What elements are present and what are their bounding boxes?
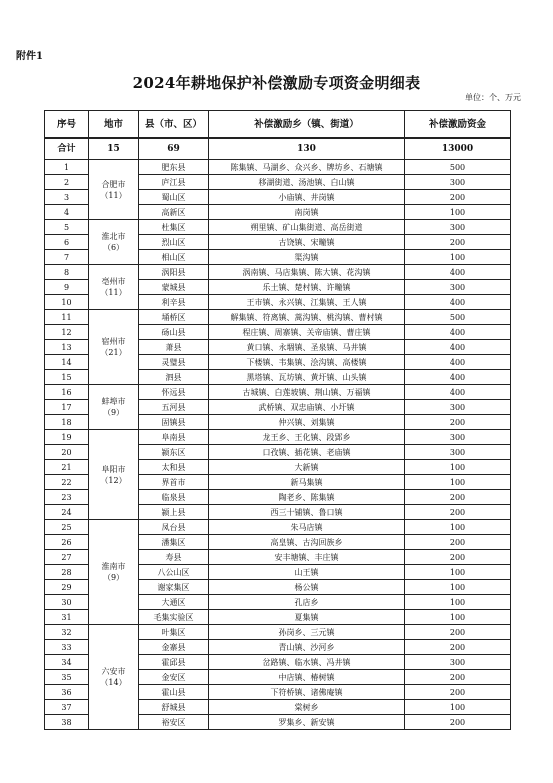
- row-number: 24: [45, 505, 89, 520]
- city-cell: [89, 310, 139, 385]
- fund-amount: 200: [405, 190, 511, 205]
- city-town-count: （6）: [102, 243, 125, 252]
- towns-list: 王市镇、永兴镇、江集镇、王人镇: [209, 295, 405, 310]
- towns-list: 下楼镇、韦集镇、浍沟镇、高楼镇: [209, 355, 405, 370]
- row-number: 23: [45, 490, 89, 505]
- page-title: 2024年耕地保护补偿激励专项资金明细表: [132, 74, 421, 92]
- towns-list: 陶老乡、陈集镇: [209, 490, 405, 505]
- table-row: [45, 220, 511, 235]
- city-town-count: （9）: [102, 408, 125, 417]
- row-number: 34: [45, 655, 89, 670]
- county-name: 金安区: [139, 670, 209, 685]
- row-number: 20: [45, 445, 89, 460]
- towns-list: 小庙镇、井岗镇: [209, 190, 405, 205]
- row-number: 15: [45, 370, 89, 385]
- towns-list: 杨公镇: [209, 580, 405, 595]
- towns-list: 大新镇: [209, 460, 405, 475]
- fund-amount: 400: [405, 340, 511, 355]
- row-number: 14: [45, 355, 89, 370]
- towns-list: 乐土镇、楚村镇、许疃镇: [209, 280, 405, 295]
- row-number: 27: [45, 550, 89, 565]
- row-number: 31: [45, 610, 89, 625]
- city-name: 合肥市: [101, 179, 126, 189]
- fund-amount: 200: [405, 535, 511, 550]
- towns-list: 西三十铺镇、鲁口镇: [209, 505, 405, 520]
- fund-amount: 400: [405, 295, 511, 310]
- county-name: 烈山区: [139, 235, 209, 250]
- row-number: 32: [45, 625, 89, 640]
- fund-amount: 200: [405, 505, 511, 520]
- county-name: 高新区: [139, 205, 209, 220]
- fund-amount: 300: [405, 445, 511, 460]
- row-number: 16: [45, 385, 89, 400]
- towns-list: 仲兴镇、刘集镇: [209, 415, 405, 430]
- fund-amount: 100: [405, 205, 511, 220]
- fund-amount: 100: [405, 565, 511, 580]
- county-name: 蒙城县: [139, 280, 209, 295]
- towns-list: 新马集镇: [209, 475, 405, 490]
- city-name: 淮南市: [101, 562, 126, 571]
- row-number: 12: [45, 325, 89, 340]
- row-number: 9: [45, 280, 89, 295]
- fund-amount: 400: [405, 325, 511, 340]
- towns-list: 武桥镇、双忠庙镇、小圩镇: [209, 400, 405, 415]
- row-number: 19: [45, 430, 89, 445]
- county-name: 凤台县: [139, 520, 209, 535]
- city-cell: [89, 265, 139, 310]
- county-name: 叶集区: [139, 625, 209, 640]
- row-number: 18: [45, 415, 89, 430]
- fund-amount: 400: [405, 355, 511, 370]
- county-name: 五河县: [139, 400, 209, 415]
- towns-list: 古城镇、白莲坡镇、荆山镇、万福镇: [209, 385, 405, 400]
- table-row: [45, 430, 511, 445]
- county-name: 砀山县: [139, 325, 209, 340]
- county-name: 寿县: [139, 550, 209, 565]
- county-name: 金寨县: [139, 640, 209, 655]
- towns-list: 孙岗乡、三元镇: [209, 625, 405, 640]
- county-name: 蜀山区: [139, 190, 209, 205]
- fund-amount: 300: [405, 280, 511, 295]
- city-town-count: （21）: [100, 348, 127, 357]
- table-row: [45, 310, 511, 325]
- fund-amount: 300: [405, 175, 511, 190]
- table-row: [45, 265, 511, 280]
- attachment-label: 附件1: [16, 51, 43, 62]
- fund-amount: 100: [405, 610, 511, 625]
- fund-amount: 200: [405, 625, 511, 640]
- table-row: [45, 385, 511, 400]
- towns-list: 青山镇、沙河乡: [209, 640, 405, 655]
- county-name: 大通区: [139, 595, 209, 610]
- total-city-count: 15: [89, 138, 139, 160]
- city-cell: [89, 625, 139, 730]
- county-name: 裕安区: [139, 715, 209, 730]
- row-number: 33: [45, 640, 89, 655]
- row-number: 29: [45, 580, 89, 595]
- county-name: 八公山区: [139, 565, 209, 580]
- city-cell: [89, 160, 139, 220]
- towns-list: 古饶镇、宋疃镇: [209, 235, 405, 250]
- county-name: 临泉县: [139, 490, 209, 505]
- fund-amount: 400: [405, 385, 511, 400]
- fund-amount: 300: [405, 400, 511, 415]
- county-name: 毛集实验区: [139, 610, 209, 625]
- table-header-row: [45, 111, 511, 139]
- row-number: 17: [45, 400, 89, 415]
- towns-list: 龙王乡、王化镇、段郢乡: [209, 430, 405, 445]
- row-number: 1: [45, 160, 89, 175]
- fund-amount: 100: [405, 580, 511, 595]
- towns-list: 高皇镇、古沟回族乡: [209, 535, 405, 550]
- county-name: 谢家集区: [139, 580, 209, 595]
- towns-list: 解集镇、符离镇、蒿沟镇、桃沟镇、曹村镇: [209, 310, 405, 325]
- fund-amount: 300: [405, 655, 511, 670]
- county-name: 怀远县: [139, 385, 209, 400]
- city-name: 阜阳市: [101, 464, 126, 474]
- towns-list: 南岗镇: [209, 205, 405, 220]
- towns-list: 安丰塘镇、丰庄镇: [209, 550, 405, 565]
- total-row: [45, 138, 511, 160]
- row-number: 4: [45, 205, 89, 220]
- header-city: 地市: [89, 111, 139, 139]
- fund-amount: 200: [405, 550, 511, 565]
- county-name: 杜集区: [139, 220, 209, 235]
- city-town-count: （9）: [102, 573, 125, 582]
- city-cell: [89, 430, 139, 520]
- row-number: 6: [45, 235, 89, 250]
- row-number: 35: [45, 670, 89, 685]
- row-number: 22: [45, 475, 89, 490]
- county-name: 太和县: [139, 460, 209, 475]
- towns-list: 朱马店镇: [209, 520, 405, 535]
- fund-amount: 200: [405, 685, 511, 700]
- fund-detail-table: [44, 110, 511, 730]
- county-name: 利辛县: [139, 295, 209, 310]
- row-number: 3: [45, 190, 89, 205]
- county-name: 阜南县: [139, 430, 209, 445]
- row-number: 21: [45, 460, 89, 475]
- row-number: 37: [45, 700, 89, 715]
- row-number: 5: [45, 220, 89, 235]
- fund-amount: 400: [405, 265, 511, 280]
- table-row: [45, 520, 511, 535]
- fund-amount: 200: [405, 490, 511, 505]
- city-name: 宿州市: [101, 337, 126, 346]
- header-county: 县（市、区）: [139, 111, 209, 139]
- total-town-count: 130: [209, 138, 405, 160]
- towns-list: 黑塔镇、瓦坊镇、黄圩镇、山头镇: [209, 370, 405, 385]
- fund-amount: 100: [405, 700, 511, 715]
- towns-list: 孔店乡: [209, 595, 405, 610]
- fund-amount: 200: [405, 415, 511, 430]
- city-town-count: （14）: [100, 678, 127, 687]
- county-name: 颍东区: [139, 445, 209, 460]
- towns-list: 黄口镇、永堌镇、圣泉镇、马井镇: [209, 340, 405, 355]
- city-cell: [89, 220, 139, 265]
- table-row: [45, 625, 511, 640]
- header-no: 序号: [45, 111, 89, 139]
- towns-list: 程庄镇、周寨镇、关帝庙镇、曹庄镇: [209, 325, 405, 340]
- city-name: 蚌埠市: [101, 397, 126, 406]
- header-fund: 补偿激励资金: [405, 111, 511, 139]
- county-name: 霍山县: [139, 685, 209, 700]
- fund-amount: 200: [405, 235, 511, 250]
- county-name: 颍上县: [139, 505, 209, 520]
- towns-list: 渠沟镇: [209, 250, 405, 265]
- county-name: 庐江县: [139, 175, 209, 190]
- fund-amount: 300: [405, 430, 511, 445]
- city-town-count: （11）: [100, 190, 127, 200]
- fund-amount: 100: [405, 595, 511, 610]
- towns-list: 岔路镇、临水镇、冯井镇: [209, 655, 405, 670]
- towns-list: 山王镇: [209, 565, 405, 580]
- city-cell: [89, 385, 139, 430]
- city-name: 六安市: [101, 667, 126, 676]
- fund-amount: 100: [405, 250, 511, 265]
- total-label: 合计: [45, 138, 89, 160]
- county-name: 泗县: [139, 370, 209, 385]
- row-number: 10: [45, 295, 89, 310]
- county-name: 相山区: [139, 250, 209, 265]
- towns-list: 移湖街道、汤池镇、白山镇: [209, 175, 405, 190]
- county-name: 界首市: [139, 475, 209, 490]
- towns-list: 口孜镇、插花镇、老庙镇: [209, 445, 405, 460]
- fund-amount: 500: [405, 310, 511, 325]
- row-number: 11: [45, 310, 89, 325]
- city-cell: [89, 520, 139, 625]
- county-name: 灵璧县: [139, 355, 209, 370]
- row-number: 25: [45, 520, 89, 535]
- fund-amount: 100: [405, 520, 511, 535]
- towns-list: 陈集镇、马湖乡、众兴乡、牌坊乡、石塘镇: [209, 160, 405, 175]
- towns-list: 朔里镇、矿山集街道、高岳街道: [209, 220, 405, 235]
- fund-amount: 500: [405, 160, 511, 175]
- county-name: 固镇县: [139, 415, 209, 430]
- towns-list: 棠树乡: [209, 700, 405, 715]
- fund-amount: 200: [405, 715, 511, 730]
- county-name: 肥东县: [139, 160, 209, 175]
- row-number: 7: [45, 250, 89, 265]
- fund-amount: 400: [405, 370, 511, 385]
- towns-list: 下符桥镇、诸佛庵镇: [209, 685, 405, 700]
- row-number: 2: [45, 175, 89, 190]
- table-row: [45, 160, 511, 175]
- row-number: 13: [45, 340, 89, 355]
- row-number: 30: [45, 595, 89, 610]
- header-towns: 补偿激励乡（镇、街道）: [209, 111, 405, 139]
- fund-amount: 300: [405, 220, 511, 235]
- county-name: 萧县: [139, 340, 209, 355]
- county-name: 舒城县: [139, 700, 209, 715]
- row-number: 38: [45, 715, 89, 730]
- row-number: 26: [45, 535, 89, 550]
- county-name: 涡阳县: [139, 265, 209, 280]
- fund-amount: 100: [405, 475, 511, 490]
- county-name: 埇桥区: [139, 310, 209, 325]
- towns-list: 罗集乡、新安镇: [209, 715, 405, 730]
- row-number: 28: [45, 565, 89, 580]
- row-number: 8: [45, 265, 89, 280]
- towns-list: 涡南镇、马店集镇、陈大镇、花沟镇: [209, 265, 405, 280]
- towns-list: 夏集镇: [209, 610, 405, 625]
- towns-list: 中店镇、椿树镇: [209, 670, 405, 685]
- total-fund: 13000: [405, 138, 511, 160]
- county-name: 潘集区: [139, 535, 209, 550]
- city-name: 亳州市: [101, 277, 126, 286]
- fund-amount: 200: [405, 670, 511, 685]
- fund-amount: 200: [405, 640, 511, 655]
- city-town-count: （11）: [100, 288, 127, 297]
- unit-note: 单位：个、万元: [465, 93, 521, 102]
- total-county-count: 69: [139, 138, 209, 160]
- county-name: 霍邱县: [139, 655, 209, 670]
- fund-amount: 100: [405, 460, 511, 475]
- city-name: 淮北市: [101, 232, 126, 241]
- row-number: 36: [45, 685, 89, 700]
- city-town-count: （12）: [100, 475, 127, 485]
